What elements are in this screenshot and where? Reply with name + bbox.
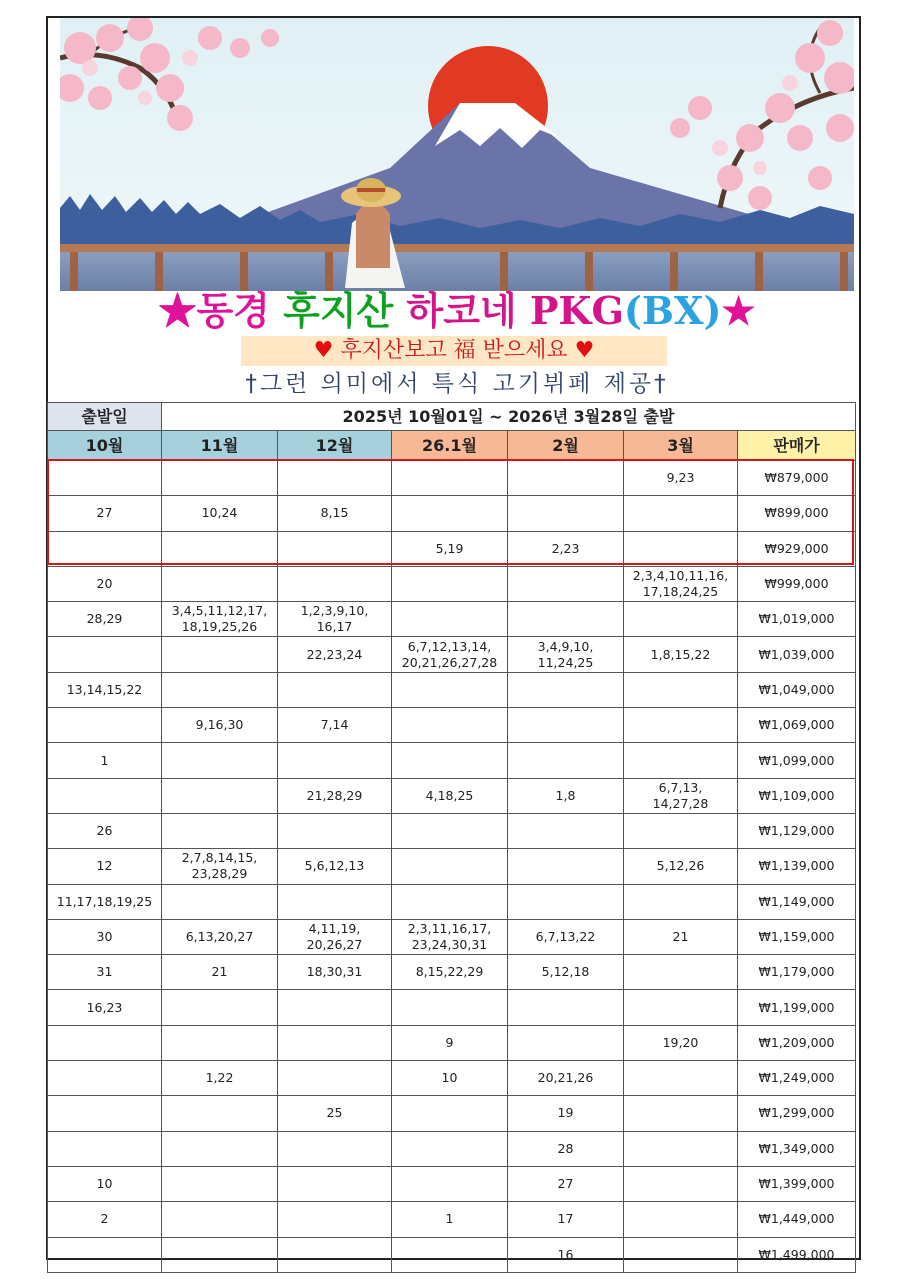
date-cell-dec (278, 884, 392, 919)
date-cell-oct: 12 (48, 849, 162, 884)
date-cell-feb (508, 743, 624, 778)
date-cell-dec (278, 1202, 392, 1237)
date-cell-dec (278, 1061, 392, 1096)
date-cell-mar: 1,8,15,22 (624, 637, 738, 672)
price-cell: ₩1,209,000 (738, 1025, 856, 1060)
table-row (48, 566, 856, 601)
price-cell: ₩899,000 (738, 496, 856, 531)
date-cell-oct (48, 1096, 162, 1131)
month-header-mar: 3월 (624, 431, 738, 461)
date-cell-nov (162, 461, 278, 496)
date-cell-oct (48, 1025, 162, 1060)
date-cell-feb (508, 496, 624, 531)
price-cell: ₩879,000 (738, 461, 856, 496)
date-cell-nov (162, 1237, 278, 1272)
tagline: †그런 의미에서 특식 고기뷔페 제공† (245, 371, 669, 397)
price-cell: ₩1,399,000 (738, 1166, 856, 1201)
date-cell-feb: 6,7,13,22 (508, 919, 624, 954)
price-rows (48, 461, 856, 1273)
table-row (48, 637, 856, 672)
date-cell-feb (508, 708, 624, 743)
date-cell-mar (624, 1166, 738, 1201)
date-cell-feb: 20,21,26 (508, 1061, 624, 1096)
date-cell-mar (624, 1061, 738, 1096)
price-cell: ₩1,109,000 (738, 778, 856, 813)
price-cell: ₩929,000 (738, 531, 856, 566)
date-cell-feb: 1,8 (508, 778, 624, 813)
date-cell-feb (508, 602, 624, 637)
date-cell-oct: 11,17,18,19,25 (48, 884, 162, 919)
period-header: 2025년 10월01일 ~ 2026년 3월28일 출발 (162, 403, 856, 431)
date-cell-mar (624, 1237, 738, 1272)
date-cell-oct (48, 461, 162, 496)
date-cell-jan (392, 1166, 508, 1201)
price-cell: ₩1,159,000 (738, 919, 856, 954)
table-row (48, 1096, 856, 1131)
date-cell-feb (508, 566, 624, 601)
date-cell-dec: 22,23,24 (278, 637, 392, 672)
date-cell-jan (392, 1131, 508, 1166)
date-cell-oct: 1 (48, 743, 162, 778)
date-cell-feb: 3,4,9,10, 11,24,25 (508, 637, 624, 672)
price-cell: ₩1,019,000 (738, 602, 856, 637)
date-cell-oct (48, 1237, 162, 1272)
date-cell-feb (508, 672, 624, 707)
date-cell-nov (162, 884, 278, 919)
date-cell-mar (624, 813, 738, 848)
date-cell-oct (48, 1061, 162, 1096)
price-cell: ₩1,199,000 (738, 990, 856, 1025)
date-cell-nov (162, 990, 278, 1025)
table-row (48, 602, 856, 637)
date-cell-dec: 1,2,3,9,10, 16,17 (278, 602, 392, 637)
title-tokyo: 동경 (196, 288, 270, 333)
date-cell-jan (392, 990, 508, 1025)
table-row (48, 955, 856, 990)
table-row (48, 1061, 856, 1096)
title-hakone: 하코네 (406, 288, 517, 333)
table-row (48, 672, 856, 707)
date-cell-jan (392, 566, 508, 601)
price-cell: ₩1,349,000 (738, 1131, 856, 1166)
date-cell-nov: 6,13,20,27 (162, 919, 278, 954)
date-cell-feb: 27 (508, 1166, 624, 1201)
date-cell-nov: 1,22 (162, 1061, 278, 1096)
date-cell-jan: 6,7,12,13,14, 20,21,26,27,28 (392, 637, 508, 672)
subtitle-banner (241, 336, 667, 366)
heart-icon: ♥ (574, 338, 595, 363)
date-cell-jan: 1 (392, 1202, 508, 1237)
date-cell-oct: 30 (48, 919, 162, 954)
date-cell-oct: 2 (48, 1202, 162, 1237)
date-cell-dec: 8,15 (278, 496, 392, 531)
month-header-nov: 11월 (162, 431, 278, 461)
date-cell-jan: 4,18,25 (392, 778, 508, 813)
date-cell-feb: 2,23 (508, 531, 624, 566)
price-cell: ₩1,099,000 (738, 743, 856, 778)
price-cell: ₩999,000 (738, 566, 856, 601)
month-header-dec: 12월 (278, 431, 392, 461)
date-cell-jan: 5,19 (392, 531, 508, 566)
date-cell-jan (392, 602, 508, 637)
date-cell-dec (278, 1025, 392, 1060)
date-cell-oct: 20 (48, 566, 162, 601)
date-cell-mar: 21 (624, 919, 738, 954)
date-cell-feb: 16 (508, 1237, 624, 1272)
date-cell-dec (278, 1237, 392, 1272)
railing (60, 244, 854, 252)
date-cell-feb (508, 884, 624, 919)
date-cell-jan (392, 1096, 508, 1131)
date-cell-dec (278, 531, 392, 566)
date-cell-dec (278, 743, 392, 778)
title-star-left: ★ (158, 288, 197, 333)
date-cell-jan: 8,15,22,29 (392, 955, 508, 990)
date-cell-mar (624, 602, 738, 637)
date-cell-oct: 16,23 (48, 990, 162, 1025)
date-cell-feb (508, 849, 624, 884)
date-cell-dec (278, 1131, 392, 1166)
date-cell-jan: 9 (392, 1025, 508, 1060)
price-header: 판매가 (738, 431, 856, 461)
date-cell-jan (392, 743, 508, 778)
table-row (48, 990, 856, 1025)
date-cell-dec (278, 813, 392, 848)
date-cell-nov (162, 672, 278, 707)
heart-icon: ♥ (313, 338, 334, 363)
table-row (48, 849, 856, 884)
date-cell-jan (392, 884, 508, 919)
date-cell-dec: 21,28,29 (278, 778, 392, 813)
price-cell: ₩1,449,000 (738, 1202, 856, 1237)
date-cell-mar: 19,20 (624, 1025, 738, 1060)
table-row (48, 884, 856, 919)
date-cell-oct (48, 708, 162, 743)
date-cell-jan: 10 (392, 1061, 508, 1096)
date-cell-feb (508, 1025, 624, 1060)
date-cell-mar (624, 1096, 738, 1131)
table-row (48, 708, 856, 743)
table-row (48, 919, 856, 954)
table-row (48, 778, 856, 813)
date-cell-mar: 2,3,4,10,11,16, 17,18,24,25 (624, 566, 738, 601)
table-row (48, 1237, 856, 1272)
date-cell-jan (392, 672, 508, 707)
date-cell-jan (392, 708, 508, 743)
table-row (48, 743, 856, 778)
date-cell-oct: 27 (48, 496, 162, 531)
date-cell-nov (162, 1131, 278, 1166)
date-cell-mar (624, 955, 738, 990)
date-cell-nov: 21 (162, 955, 278, 990)
date-cell-dec (278, 990, 392, 1025)
date-cell-feb: 28 (508, 1131, 624, 1166)
date-cell-nov (162, 1166, 278, 1201)
date-cell-dec: 5,6,12,13 (278, 849, 392, 884)
table-row (48, 813, 856, 848)
date-cell-mar (624, 1202, 738, 1237)
date-cell-dec (278, 1166, 392, 1201)
table-row (48, 1025, 856, 1060)
date-cell-jan (392, 461, 508, 496)
date-cell-mar (624, 496, 738, 531)
title-pkg: PKG (529, 288, 624, 333)
date-cell-oct: 13,14,15,22 (48, 672, 162, 707)
price-table (47, 402, 856, 1273)
date-cell-oct: 31 (48, 955, 162, 990)
date-cell-mar: 9,23 (624, 461, 738, 496)
page-title (60, 286, 854, 336)
date-cell-oct: 26 (48, 813, 162, 848)
table-row (48, 496, 856, 531)
date-cell-mar (624, 884, 738, 919)
banner-illustration (60, 18, 854, 291)
date-cell-feb: 19 (508, 1096, 624, 1131)
price-cell: ₩1,129,000 (738, 813, 856, 848)
date-cell-mar (624, 990, 738, 1025)
date-cell-nov (162, 778, 278, 813)
date-cell-mar (624, 531, 738, 566)
price-cell: ₩1,049,000 (738, 672, 856, 707)
date-cell-jan (392, 849, 508, 884)
date-cell-feb (508, 990, 624, 1025)
table-row (48, 1202, 856, 1237)
date-cell-jan (392, 813, 508, 848)
date-cell-nov: 2,7,8,14,15, 23,28,29 (162, 849, 278, 884)
date-cell-nov (162, 813, 278, 848)
month-header-oct: 10월 (48, 431, 162, 461)
table-row (48, 531, 856, 566)
price-cell: ₩1,149,000 (738, 884, 856, 919)
table-row (48, 461, 856, 496)
date-cell-dec: 25 (278, 1096, 392, 1131)
lake (60, 246, 854, 291)
date-cell-dec (278, 566, 392, 601)
date-cell-jan (392, 496, 508, 531)
price-cell: ₩1,499,000 (738, 1237, 856, 1272)
date-cell-feb (508, 813, 624, 848)
title-bx: (BX) (623, 288, 722, 333)
departure-header: 출발일 (48, 403, 162, 431)
price-cell: ₩1,249,000 (738, 1061, 856, 1096)
date-cell-nov (162, 637, 278, 672)
date-cell-nov (162, 1202, 278, 1237)
date-cell-oct (48, 637, 162, 672)
date-cell-oct: 28,29 (48, 602, 162, 637)
title-star-right: ★ (721, 288, 756, 333)
price-cell: ₩1,139,000 (738, 849, 856, 884)
date-cell-dec (278, 672, 392, 707)
date-cell-feb (508, 461, 624, 496)
date-cell-nov (162, 743, 278, 778)
date-cell-oct (48, 531, 162, 566)
date-cell-mar: 6,7,13, 14,27,28 (624, 778, 738, 813)
date-cell-mar: 5,12,26 (624, 849, 738, 884)
month-header-feb: 2월 (508, 431, 624, 461)
date-cell-oct (48, 778, 162, 813)
date-cell-nov (162, 1025, 278, 1060)
price-cell: ₩1,179,000 (738, 955, 856, 990)
date-cell-nov: 9,16,30 (162, 708, 278, 743)
date-cell-feb: 17 (508, 1202, 624, 1237)
date-cell-feb: 5,12,18 (508, 955, 624, 990)
date-cell-dec: 18,30,31 (278, 955, 392, 990)
price-cell: ₩1,039,000 (738, 637, 856, 672)
table-row (48, 1131, 856, 1166)
date-cell-mar (624, 672, 738, 707)
subtitle-text: 후지산보고 福 받으세요 (340, 338, 568, 363)
date-cell-oct (48, 1131, 162, 1166)
date-cell-mar (624, 708, 738, 743)
date-cell-dec: 7,14 (278, 708, 392, 743)
date-cell-nov (162, 531, 278, 566)
price-cell: ₩1,299,000 (738, 1096, 856, 1131)
title-mount-fuji: 후지산 (283, 288, 394, 333)
date-cell-nov (162, 566, 278, 601)
date-cell-nov: 10,24 (162, 496, 278, 531)
date-cell-dec (278, 461, 392, 496)
date-cell-dec: 4,11,19, 20,26,27 (278, 919, 392, 954)
table-row (48, 1166, 856, 1201)
date-cell-mar (624, 1131, 738, 1166)
date-cell-mar (624, 743, 738, 778)
date-cell-nov: 3,4,5,11,12,17, 18,19,25,26 (162, 602, 278, 637)
month-header-jan: 26.1월 (392, 431, 508, 461)
date-cell-oct: 10 (48, 1166, 162, 1201)
price-cell: ₩1,069,000 (738, 708, 856, 743)
date-cell-nov (162, 1096, 278, 1131)
date-cell-jan: 2,3,11,16,17, 23,24,30,31 (392, 919, 508, 954)
date-cell-jan (392, 1237, 508, 1272)
